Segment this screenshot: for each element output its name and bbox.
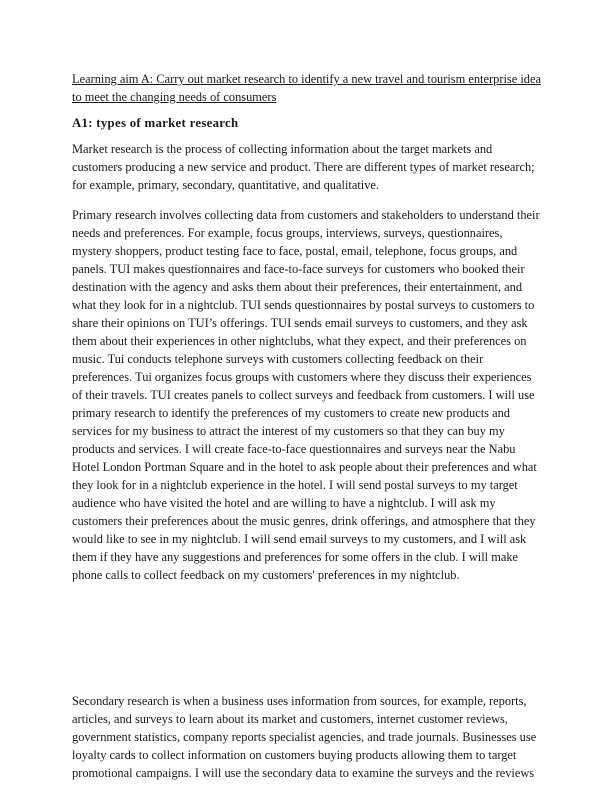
learning-aim-title: Learning aim A: Carry out market research to identify a new travel and tourism enterprise idea to meet the changing needs of consumers	[72, 72, 541, 104]
intro-paragraph: Market research is the process of collecting information about the target markets and customers producing a new service and product. There are different types of market research; for example, primary, secondary, quantitative, and qualitative.	[72, 142, 535, 192]
section-heading: A1: types of market research	[72, 116, 239, 130]
secondary-research-paragraph: Secondary research is when a business uses information from sources, for example, reports, articles, and surveys to learn about its market and customers, internet customer reviews, government statistics, company reports specialist agencies, and trade journals. Businesses use loyalty cards to collect information on customers buying products allowing them to target promotional campaigns. I will use the secondary data to examine the surveys and the reviews	[72, 694, 537, 780]
document-page	[72, 70, 542, 782]
primary-research-paragraph: Primary research involves collecting data from customers and stakeholders to understand their needs and preferences. For example, focus groups, interviews, surveys, questionnaires, mystery shoppers, product testing face to face, postal, email, telephone, focus groups, and panels. TUI makes questionnaires and face-to-face surveys for customers who booked their destination with the agency and asks them about their preferences, their entertainment, and what they look for in a nightclub. TUI sends questionnaires by postal surveys to customers to share their opinions on TUI’s offerings. TUI sends email surveys to customers, and they ask them about their experiences in other nightclubs, what they expect, and their preferences on music. Tui conducts telephone surveys with customers collecting feedback on their preferences. Tui organizes focus groups with customers where they discuss their experiences of their travels. TUI creates panels to collect surveys and feedback from customers. I will use primary research to identify the preferences of my customers to create new products and services for my business to attract the interest of my customers so that they can buy my products and services. I will create face-to-face questionnaires and surveys near the Nabu Hotel London Portman Square and in the hotel to ask people about their preferences and what they look for in a nightclub experience in the hotel. I will send postal surveys to my target audience who have visited the hotel and are willing to have a nightclub. I will ask my customers their preferences about the music genres, drink offerings, and atmosphere that they would like to see in my nightclub. I will send email surveys to my customers, and I will ask them if they have any suggestions and preferences for some offers in the club. I will make phone calls to collect feedback on my customers' preferences in my nightclub.	[72, 208, 540, 582]
